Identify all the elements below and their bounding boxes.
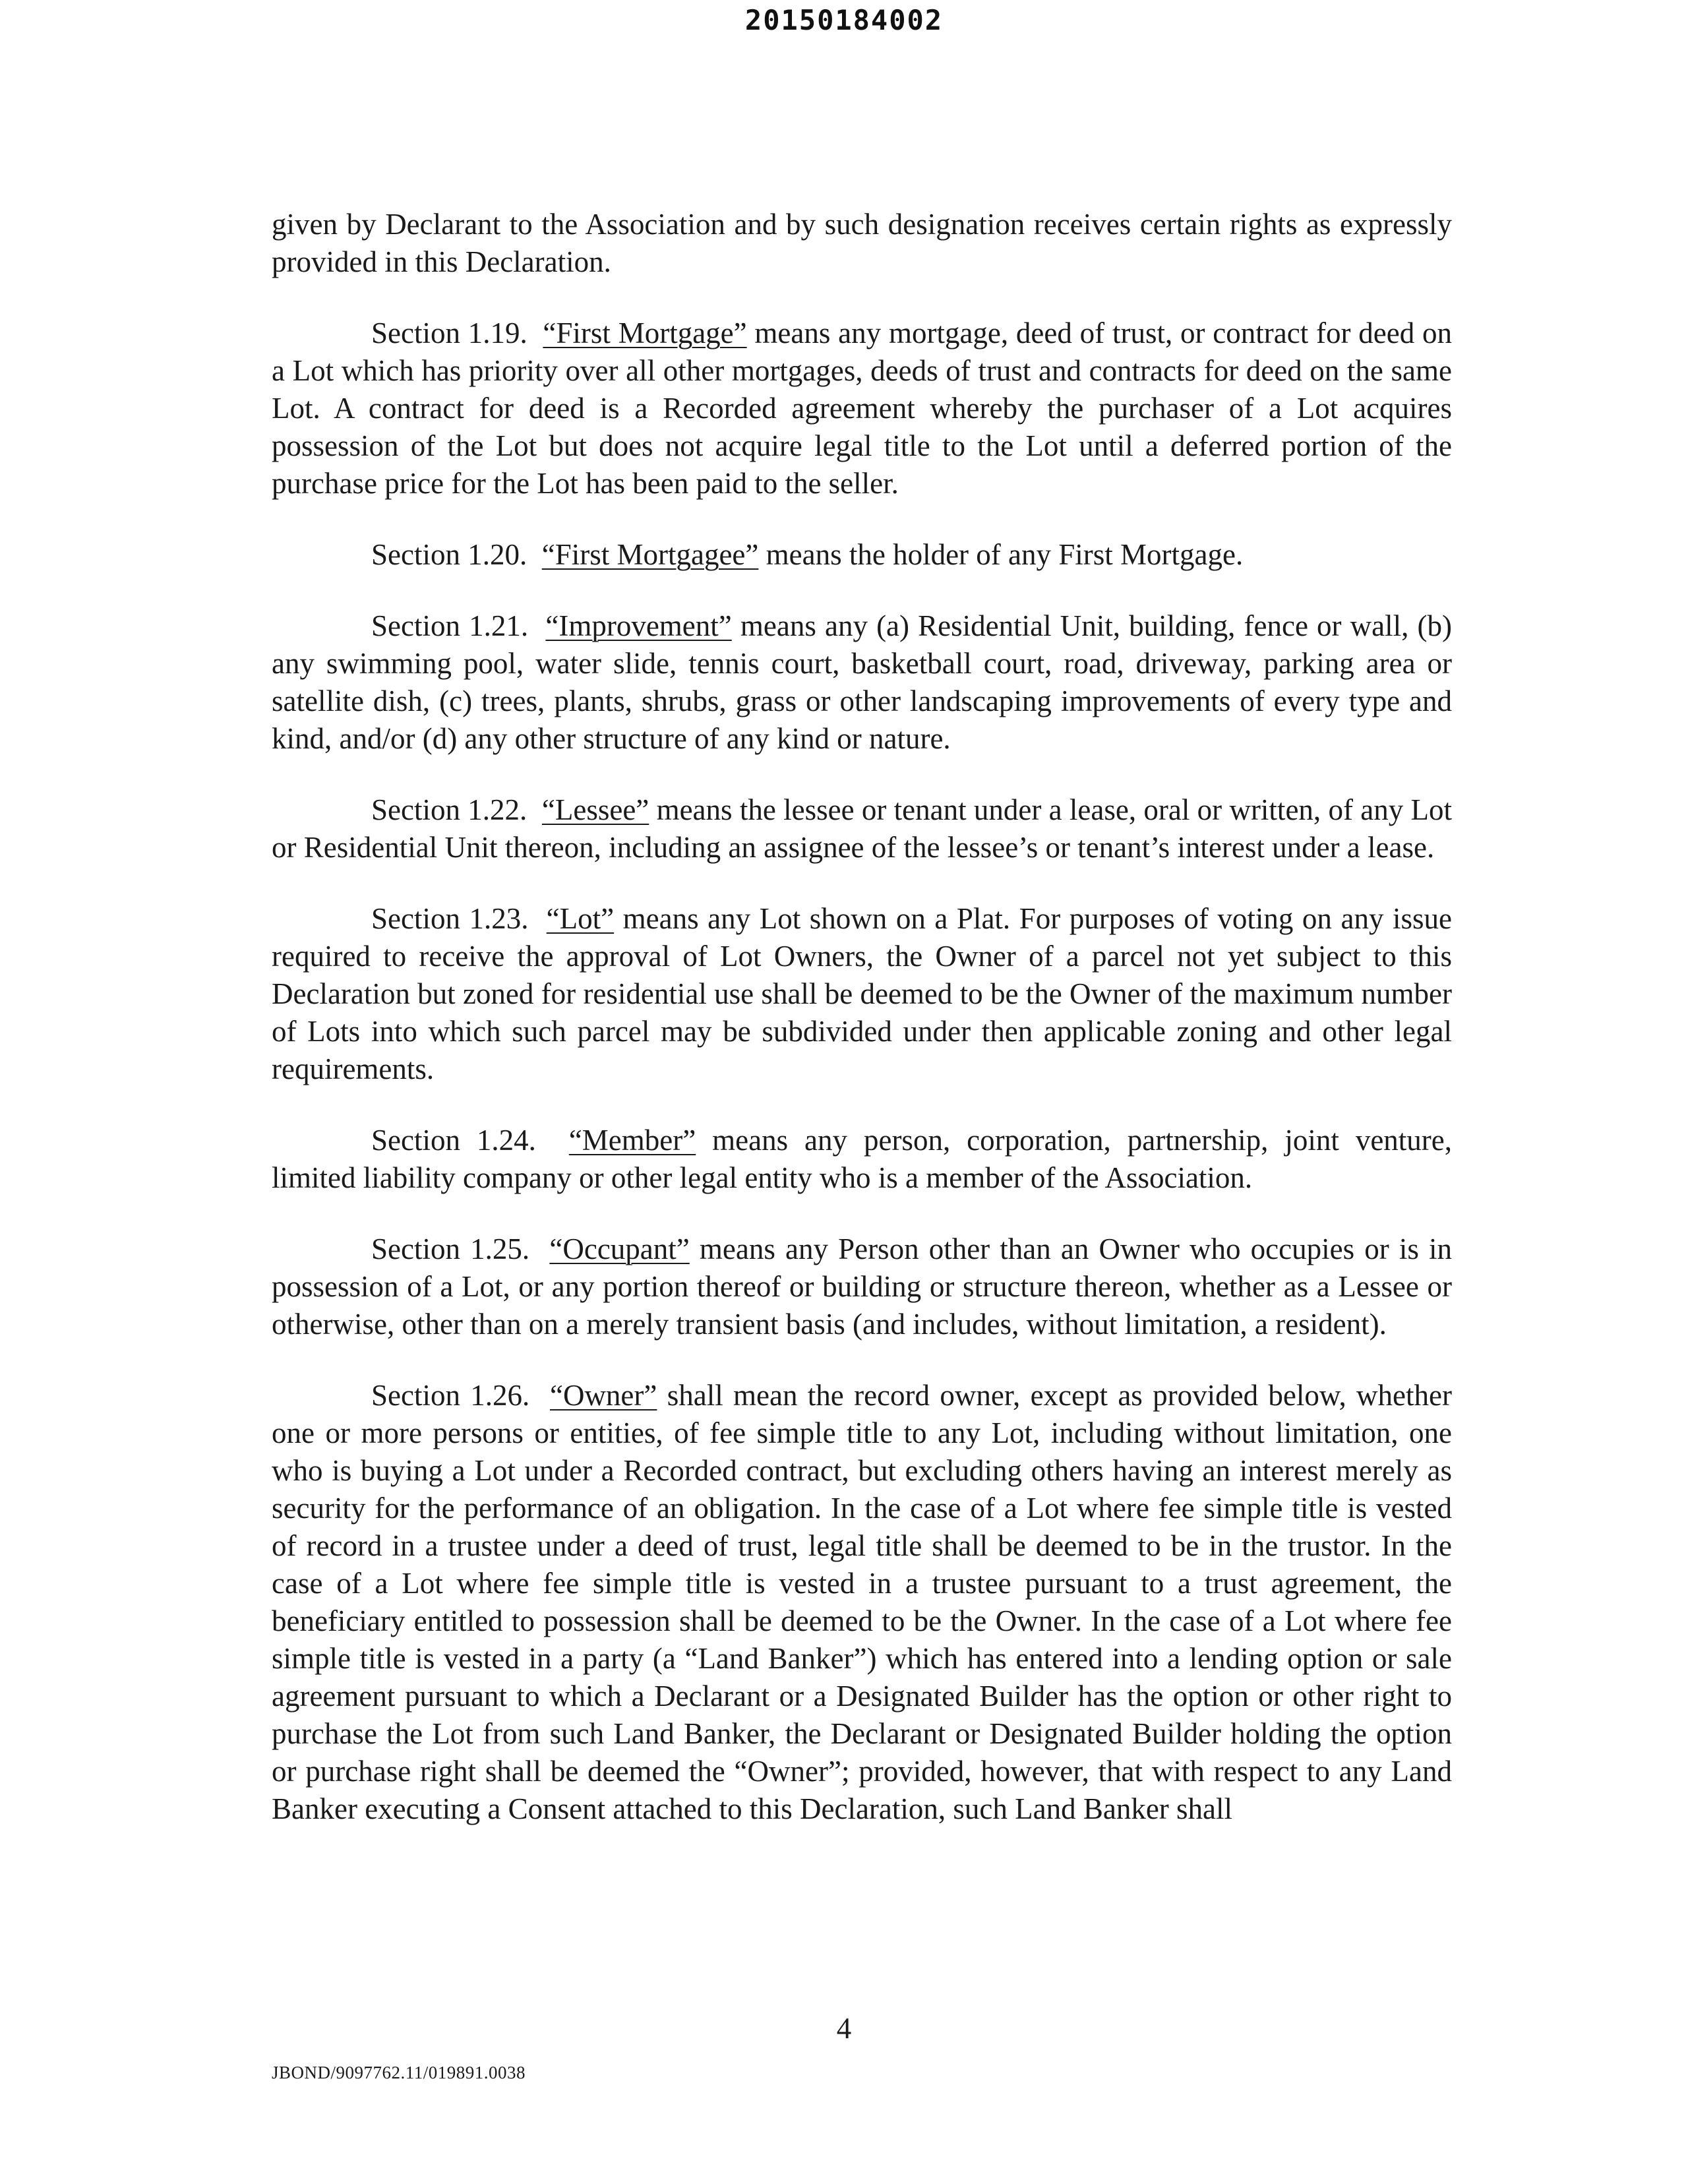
defined-term: “Lessee” [541,793,649,826]
section-number: Section 1.26. [371,1379,530,1412]
page-number: 4 [836,2012,852,2045]
document-body [272,206,1452,1862]
section-text: means any mortgage, deed of trust, or contract for deed on a Lot which has priority over all other mortgages, deeds of trust and contracts for deed on the same Lot. A contract for deed is a Recorded agreement whereby the purchaser of a Lot acquires possession of the Lot but does not acquire legal title to the Lot until a deferred portion of the purchase price for the Lot has been paid to the seller. [272,317,1453,500]
defined-term: “First Mortgage” [543,317,747,349]
defined-term: “Lot” [546,902,615,935]
intro-paragraph: given by Declarant to the Association and by such designation receives certain rights as expressly provided in this Declaration. [272,208,1452,278]
document-id: JBOND/9097762.11/019891.0038 [272,2063,526,2082]
section-number: Section 1.24. [371,1124,536,1157]
section-text: means the holder of any First Mortgage. [758,538,1244,571]
section-number: Section 1.22. [371,793,528,826]
section-text: means the lessee or tenant under a lease, oral or written, of any Lot or Residential Unit thereon, including an assignee of the lessee’s or tenant’s interest under a lease. [272,793,1453,864]
section-number: Section 1.21. [371,609,529,642]
section-text: means any Person other than an Owner who occupies or is in possession of a Lot, or any portion thereof or building or structure thereon, whether as a Lessee or otherwise, other than on a merely transient basis (and includes, without limitation, a resident). [272,1232,1453,1341]
section-1-19 [272,315,1452,502]
recording-number: 20150184002 [744,4,944,36]
section-1-24 [272,1122,1452,1197]
section-number: Section 1.19. [371,317,528,349]
defined-term: “First Mortgagee” [541,538,759,571]
section-number: Section 1.20. [371,538,528,571]
section-1-26 [272,1377,1452,1828]
defined-term: “Occupant” [549,1232,690,1265]
section-text: means any Lot shown on a Plat. For purposes of voting on any issue required to receive the approval of Lot Owners, the Owner of a parcel not yet subject to this Declaration but zoned for residential use shall be deemed to be the Owner of the maximum number of Lots into which such parcel may be subdivided under then applicable zoning and other legal requirements. [272,902,1453,1085]
section-1-22 [272,791,1452,866]
defined-term: “Improvement” [545,609,732,642]
section-1-25 [272,1230,1452,1343]
section-1-20 [272,536,1452,574]
section-number: Section 1.23. [371,902,529,935]
section-text: means any (a) Residential Unit, building, fence or wall, (b) any swimming pool, water slide, tennis court, basketball court, road, driveway, parking area or satellite dish, (c) trees, plants, shrubs, grass or other landscaping improvements of every type and kind, and/or (d) any other structure of any kind or nature. [272,609,1452,755]
defined-term: “Owner” [549,1379,657,1412]
section-text: shall mean the record owner, except as provided below, whether one or more persons or entities, of fee simple title to any Lot, including without limitation, one who is buying a Lot under a Recorded contract, but excluding others having an interest merely as security for the performance of an obligation. In the case of a Lot where fee simple title is vested of record in a trustee under a deed of trust, legal title shall be deemed to be in the trustor. In the case of a Lot where fee simple title is vested in a trustee pursuant to a trust agreement, the beneficiary entitled to possession shall be deemed to be the Owner. In the case of a Lot where fee simple title is vested in a party (a “Land Banker”) which has entered into a lending option or sale agreement pursuant to which a Declarant or a Designated Builder has the option or other right to purchase the Lot from such Land Banker, the Declarant or Designated Builder holding the option or purchase right shall be deemed the “Owner”; provided, however, that with respect to any Land Banker executing a Consent attached to this Declaration, such Land Banker shall [272,1379,1452,1825]
section-text: means any person, corporation, partnership, joint venture, limited liability company or other legal entity who is a member of the Association. [272,1124,1453,1194]
section-number: Section 1.25. [371,1232,530,1265]
section-1-23 [272,900,1452,1088]
defined-term: “Member” [568,1124,696,1157]
section-1-21 [272,607,1452,758]
